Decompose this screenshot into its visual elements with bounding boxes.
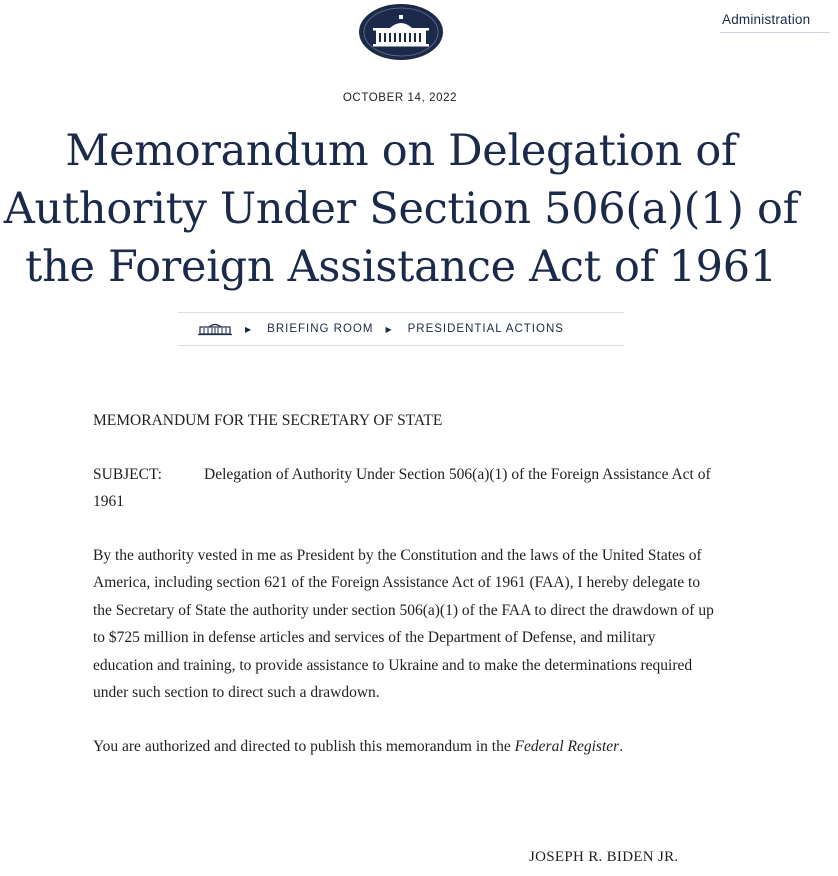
breadcrumb-presidential-actions[interactable]: PRESIDENTIAL ACTIONS bbox=[407, 323, 564, 335]
memo-closing bbox=[93, 733, 715, 761]
memo-paragraph: By the authority vested in me as President by the Constitution and the laws of the United States of America, including section 621 of the Foreign Assistance Act of 1961 (FAA), I hereby delegate to the Secretary of State the authority under section 506(a)(1) of the FAA to direct the drawdown of up to $725 million in defense articles and services of the Department of Defense, and military education and training, to provide assistance to Ukraine and to make the determinations required under such section to direct such a drawdown. bbox=[93, 546, 714, 701]
subject-label: SUBJECT: bbox=[93, 465, 162, 483]
white-house-icon[interactable] bbox=[197, 322, 233, 336]
memorandum-body bbox=[93, 407, 715, 760]
chevron-right-icon: ▶ bbox=[385, 324, 393, 334]
chevron-right-icon: ▶ bbox=[245, 324, 253, 334]
closing-text: You are authorized and directed to publish this memorandum in the bbox=[93, 737, 515, 755]
nav-underline bbox=[720, 32, 830, 33]
memo-addressee: MEMORANDUM FOR THE SECRETARY OF STATE bbox=[93, 412, 443, 429]
breadcrumb-briefing-room[interactable]: BRIEFING ROOM bbox=[267, 323, 374, 335]
subject-text: Delegation of Authority Under Section 506(a)(1) of the Foreign Assistance Act of 1961 bbox=[93, 465, 711, 510]
article-date: OCTOBER 14, 2022 bbox=[342, 92, 458, 104]
closing-period: . bbox=[619, 737, 624, 755]
page-title: Memorandum on Delegation of Authority Under Section 506(a)(1) of the Foreign Assistance Act of 1961 bbox=[3, 126, 799, 292]
federal-register-text: Federal Register bbox=[514, 737, 620, 755]
breadcrumb bbox=[178, 312, 624, 346]
nav-link-administration[interactable]: Administration bbox=[722, 12, 811, 27]
memo-subject bbox=[93, 461, 715, 516]
white-house-seal-icon[interactable] bbox=[359, 4, 443, 60]
signature: JOSEPH R. BIDEN JR. bbox=[529, 849, 679, 865]
